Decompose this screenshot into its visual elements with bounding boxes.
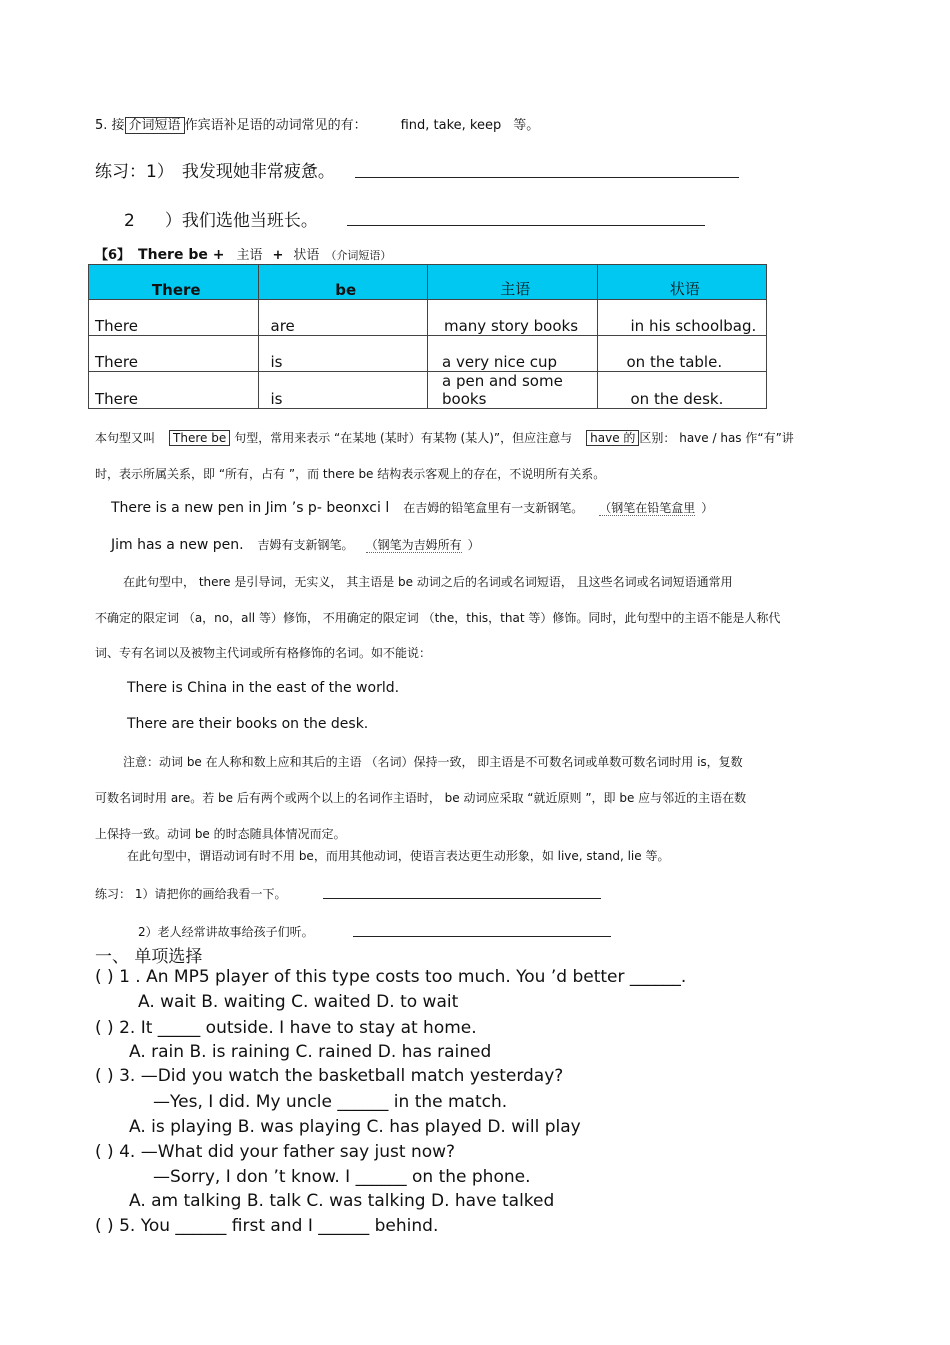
explain-line-2: 时，表示所属关系，即 “所有，占有 ”，而 there be 结构表示客观上的存在，不说明所有关系。 bbox=[95, 467, 606, 481]
note-line-2: 可数名词时用 are。若 be 后有两个或两个以上的名词作主语时， be 动词应采取 “就近原则 ”，即 be 应与邻近的主语在数 bbox=[95, 791, 747, 805]
rule-5-suffix: 等。 bbox=[513, 118, 540, 133]
answer-line-4[interactable] bbox=[353, 936, 611, 937]
note-line-4: 在此句型中，谓语动词有时不用 be，而用其他动词，使语言表达更生动形象，如 live, stand, lie 等。 bbox=[127, 849, 670, 863]
table-header-row bbox=[89, 265, 767, 300]
rule-5-prefix: 5. 接 bbox=[95, 118, 125, 133]
mc-options-3: A. is playing B. was playing C. has played D. will play bbox=[129, 1117, 581, 1137]
rule-5-rest: 作宾语补足语的动词常见的有： bbox=[184, 118, 367, 133]
example-2-zh: 吉姆有支新钢笔。 bbox=[257, 538, 354, 552]
mc-heading: 一、 单项选择 bbox=[95, 947, 203, 967]
example-2-close: ） bbox=[467, 538, 480, 552]
example-1-en: There is a new pen in Jim ’s p- beonxci l bbox=[111, 500, 390, 516]
table-cell: are bbox=[258, 300, 428, 336]
table-cell: is bbox=[258, 336, 428, 372]
table-row bbox=[89, 372, 767, 409]
example-2-en: Jim has a new pen. bbox=[111, 537, 244, 553]
table-header-cell: There bbox=[89, 265, 259, 300]
example-2 bbox=[111, 536, 480, 553]
note-line-3: 上保持一致。动词 be 的时态随具体情况而定。 bbox=[95, 827, 346, 841]
table-header-cell: be bbox=[258, 265, 428, 300]
table-cell: a very nice cup bbox=[428, 336, 598, 372]
section-6-plus: + bbox=[272, 248, 284, 263]
table-cell: is bbox=[258, 372, 428, 409]
practice-label: 练习：1） bbox=[95, 162, 174, 182]
table-row bbox=[89, 336, 767, 372]
explain-1c: 区别： have / has 作“有”讲 bbox=[639, 431, 794, 445]
explain-1b: 句型，常用来表示 “在某地 (某时）有某物 (某人)”，但应注意与 bbox=[234, 431, 573, 445]
practice-q2-num: 2 bbox=[124, 211, 135, 231]
mc-question-2: ( ) 2. It _____ outside. I have to stay at home. bbox=[95, 1018, 477, 1038]
explain-line-1 bbox=[95, 429, 794, 446]
table-cell: many story books bbox=[428, 300, 598, 336]
example-2-note: （钢笔为吉姆所有 bbox=[365, 538, 462, 552]
table-cell: on the desk. bbox=[597, 372, 767, 409]
section-6-title-en: There be + bbox=[138, 247, 225, 263]
mc-question-4: ( ) 4. —What did your father say just now? bbox=[95, 1142, 456, 1162]
explain-line-5: 词、专有名词以及被物主代词或所有格修饰的名词。如不能说： bbox=[95, 646, 432, 660]
table-cell: There bbox=[89, 336, 259, 372]
answer-line-2[interactable] bbox=[347, 225, 705, 226]
example-1-close: ） bbox=[701, 501, 714, 515]
section-6-adverbial: 状语 bbox=[293, 248, 320, 263]
practice-2-q1: 练习： 1）请把你的画给我看一下。 bbox=[95, 887, 287, 901]
mc-question-5: ( ) 5. You ______ first and I ______ behind. bbox=[95, 1216, 439, 1236]
answer-line-3[interactable] bbox=[323, 898, 601, 899]
note-line-1: 注意：动词 be 在人称和数上应和其后的主语 （名词）保持一致， 即主语是不可数名词或单数可数名词时用 is，复数 bbox=[123, 755, 743, 769]
practice-2-q2: 2）老人经常讲故事给孩子们听。 bbox=[138, 925, 314, 939]
rule-5-boxed-term: 介词短语 bbox=[125, 117, 185, 134]
table-cell: on the table. bbox=[597, 336, 767, 372]
table-header-cell: 主语 bbox=[428, 265, 598, 300]
mc-question-3-response: —Yes, I did. My uncle ______ in the match. bbox=[153, 1092, 508, 1112]
bad-example-2: There are their books on the desk. bbox=[127, 716, 369, 732]
example-1 bbox=[111, 499, 713, 516]
there-be-table bbox=[88, 264, 767, 409]
section-6-bracket: 【6】 bbox=[95, 248, 131, 263]
mc-options-1: A. wait B. waiting C. waited D. to wait bbox=[138, 992, 459, 1012]
mc-question-3: ( ) 3. —Did you watch the basketball match yesterday? bbox=[95, 1066, 564, 1086]
section-6-heading bbox=[95, 244, 391, 263]
section-6-subject: 主语 bbox=[236, 248, 263, 263]
section-6-note: （介词短语） bbox=[325, 249, 392, 262]
practice-1-q1 bbox=[95, 157, 335, 182]
example-1-note: （钢笔在铅笔盒里 bbox=[599, 501, 696, 515]
practice-q2-text: ）我们选他当班长。 bbox=[164, 211, 318, 231]
rule-5-line bbox=[95, 114, 539, 133]
mc-options-2: A. rain B. is raining C. rained D. has rained bbox=[129, 1042, 492, 1062]
practice-q1-text: 我发现她非常疲惫。 bbox=[181, 162, 335, 182]
practice-1-q2 bbox=[124, 206, 318, 231]
table-cell: a pen and some books bbox=[428, 372, 598, 409]
example-1-zh: 在吉姆的铅笔盒里有一支新钢笔。 bbox=[403, 501, 584, 515]
table-header-cell: 状语 bbox=[597, 265, 767, 300]
table-row bbox=[89, 300, 767, 336]
mc-question-4-response: —Sorry, I don ’t know. I ______ on the phone. bbox=[153, 1167, 531, 1187]
mc-options-4: A. am talking B. talk C. was talking D. have talked bbox=[129, 1191, 555, 1211]
explain-line-3: 在此句型中， there 是引导词，无实义， 其主语是 be 动词之后的名词或名词短语， 且这些名词或名词短语通常用 bbox=[123, 575, 733, 589]
explain-boxed-there-be: There be bbox=[169, 430, 230, 446]
table-cell: There bbox=[89, 372, 259, 409]
explain-boxed-have: have 的 bbox=[586, 430, 639, 446]
explain-1a: 本句型又叫 bbox=[95, 431, 156, 445]
mc-question-1: ( ) 1 . An MP5 player of this type costs too much. You ’d better ______. bbox=[95, 967, 687, 987]
bad-example-1: There is China in the east of the world. bbox=[127, 680, 400, 696]
answer-line-1[interactable] bbox=[355, 177, 739, 178]
rule-5-verbs: find, take, keep bbox=[400, 118, 502, 133]
table-cell: There bbox=[89, 300, 259, 336]
explain-line-4: 不确定的限定词 （a，no，all 等）修饰， 不用确定的限定词 （the，this，that 等）修饰。同时，此句型中的主语不能是人称代 bbox=[95, 611, 781, 625]
table-cell: in his schoolbag. bbox=[597, 300, 767, 336]
